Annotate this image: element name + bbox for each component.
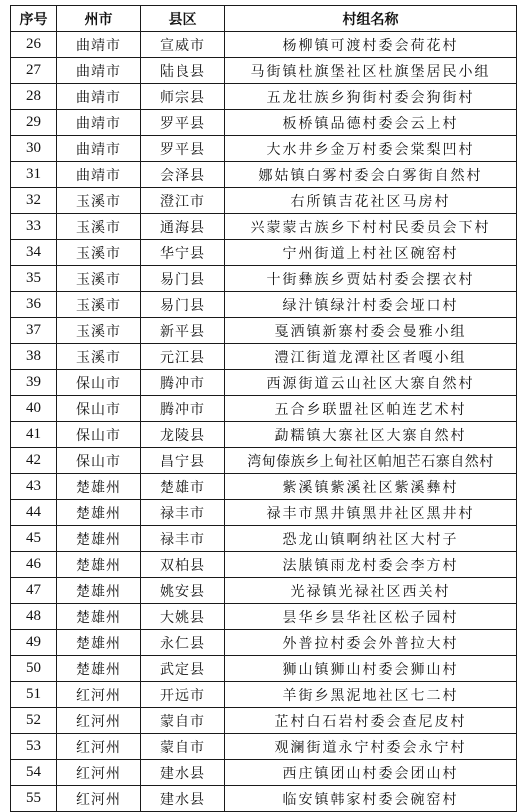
table-row — [11, 578, 517, 604]
cell-prefecture: 楚雄州 — [57, 630, 141, 656]
cell-county: 腾冲市 — [141, 370, 225, 396]
table-row — [11, 318, 517, 344]
cell-county: 易门县 — [141, 292, 225, 318]
cell-village-name: 杨柳镇可渡村委会荷花村 — [225, 32, 517, 58]
cell-prefecture: 玉溪市 — [57, 240, 141, 266]
cell-prefecture: 红河州 — [57, 760, 141, 786]
cell-serial-number: 53 — [11, 734, 57, 760]
cell-village-name: 绿汁镇绿汁村委会垭口村 — [225, 292, 517, 318]
cell-village-name: 西庄镇团山村委会团山村 — [225, 760, 517, 786]
cell-prefecture: 玉溪市 — [57, 214, 141, 240]
table-row — [11, 760, 517, 786]
cell-prefecture: 楚雄州 — [57, 604, 141, 630]
cell-serial-number: 35 — [11, 266, 57, 292]
table-row — [11, 84, 517, 110]
table-row — [11, 526, 517, 552]
cell-county: 师宗县 — [141, 84, 225, 110]
cell-county: 建水县 — [141, 786, 225, 812]
cell-county: 新平县 — [141, 318, 225, 344]
cell-serial-number: 28 — [11, 84, 57, 110]
cell-county: 罗平县 — [141, 110, 225, 136]
cell-county: 通海县 — [141, 214, 225, 240]
cell-serial-number: 51 — [11, 682, 57, 708]
cell-serial-number: 41 — [11, 422, 57, 448]
header-county: 县区 — [141, 6, 225, 32]
table-body — [11, 32, 517, 812]
cell-prefecture: 玉溪市 — [57, 292, 141, 318]
cell-village-name: 西源街道云山社区大寨自然村 — [225, 370, 517, 396]
village-list-table-container — [10, 5, 516, 812]
table-row — [11, 110, 517, 136]
cell-village-name: 澧江街道龙潭社区者嘎小组 — [225, 344, 517, 370]
cell-county: 蒙自市 — [141, 734, 225, 760]
cell-prefecture: 玉溪市 — [57, 318, 141, 344]
cell-village-name: 芷村白石岩村委会查尼皮村 — [225, 708, 517, 734]
table-row — [11, 292, 517, 318]
cell-prefecture: 楚雄州 — [57, 578, 141, 604]
table-row — [11, 552, 517, 578]
table-row — [11, 604, 517, 630]
table-row — [11, 136, 517, 162]
cell-village-name: 外普拉村委会外普拉大村 — [225, 630, 517, 656]
table-row — [11, 370, 517, 396]
table-row — [11, 656, 517, 682]
cell-village-name: 禄丰市黑井镇黑井社区黑井村 — [225, 500, 517, 526]
cell-village-name: 十街彝族乡贾姑村委会摆衣村 — [225, 266, 517, 292]
table-row — [11, 734, 517, 760]
cell-county: 陆良县 — [141, 58, 225, 84]
table-row — [11, 708, 517, 734]
table-row — [11, 396, 517, 422]
cell-serial-number: 50 — [11, 656, 57, 682]
cell-serial-number: 33 — [11, 214, 57, 240]
table-row — [11, 32, 517, 58]
header-row — [11, 6, 517, 32]
cell-serial-number: 32 — [11, 188, 57, 214]
cell-village-name: 马街镇杜旗堡社区杜旗堡居民小组 — [225, 58, 517, 84]
cell-prefecture: 曲靖市 — [57, 162, 141, 188]
cell-county: 宣威市 — [141, 32, 225, 58]
cell-county: 开远市 — [141, 682, 225, 708]
cell-serial-number: 29 — [11, 110, 57, 136]
cell-prefecture: 玉溪市 — [57, 188, 141, 214]
cell-county: 元江县 — [141, 344, 225, 370]
cell-village-name: 湾甸傣族乡上甸社区帕旭芒石寨自然村 — [225, 448, 517, 474]
cell-serial-number: 31 — [11, 162, 57, 188]
table-row — [11, 214, 517, 240]
cell-prefecture: 曲靖市 — [57, 110, 141, 136]
cell-prefecture: 玉溪市 — [57, 344, 141, 370]
table-row — [11, 162, 517, 188]
cell-serial-number: 49 — [11, 630, 57, 656]
table-row — [11, 240, 517, 266]
cell-village-name: 恐龙山镇啊纳社区大村子 — [225, 526, 517, 552]
table-row — [11, 682, 517, 708]
cell-prefecture: 保山市 — [57, 396, 141, 422]
cell-prefecture: 保山市 — [57, 422, 141, 448]
cell-village-name: 五合乡联盟社区帕连艺术村 — [225, 396, 517, 422]
table-row — [11, 630, 517, 656]
cell-county: 澄江市 — [141, 188, 225, 214]
cell-county: 禄丰市 — [141, 500, 225, 526]
table-row — [11, 474, 517, 500]
cell-prefecture: 楚雄州 — [57, 656, 141, 682]
cell-village-name: 临安镇韩家村委会碗窑村 — [225, 786, 517, 812]
cell-village-name: 戛洒镇新寨村委会曼雅小组 — [225, 318, 517, 344]
cell-county: 楚雄市 — [141, 474, 225, 500]
cell-village-name: 娜姑镇白雾村委会白雾街自然村 — [225, 162, 517, 188]
table-row — [11, 58, 517, 84]
cell-county: 姚安县 — [141, 578, 225, 604]
cell-serial-number: 38 — [11, 344, 57, 370]
header-prefecture: 州市 — [57, 6, 141, 32]
table-row — [11, 266, 517, 292]
cell-county: 大姚县 — [141, 604, 225, 630]
table-row — [11, 786, 517, 812]
cell-prefecture: 红河州 — [57, 734, 141, 760]
table-row — [11, 448, 517, 474]
cell-prefecture: 玉溪市 — [57, 266, 141, 292]
table-row — [11, 344, 517, 370]
cell-village-name: 观澜街道永宁村委会永宁村 — [225, 734, 517, 760]
cell-county: 蒙自市 — [141, 708, 225, 734]
cell-serial-number: 48 — [11, 604, 57, 630]
cell-serial-number: 43 — [11, 474, 57, 500]
cell-county: 双柏县 — [141, 552, 225, 578]
cell-serial-number: 54 — [11, 760, 57, 786]
cell-county: 龙陵县 — [141, 422, 225, 448]
cell-county: 华宁县 — [141, 240, 225, 266]
cell-county: 会泽县 — [141, 162, 225, 188]
cell-serial-number: 30 — [11, 136, 57, 162]
cell-county: 武定县 — [141, 656, 225, 682]
cell-village-name: 板桥镇品德村委会云上村 — [225, 110, 517, 136]
cell-serial-number: 47 — [11, 578, 57, 604]
table-header — [11, 6, 517, 32]
cell-serial-number: 37 — [11, 318, 57, 344]
cell-county: 罗平县 — [141, 136, 225, 162]
cell-county: 腾冲市 — [141, 396, 225, 422]
cell-county: 建水县 — [141, 760, 225, 786]
cell-serial-number: 52 — [11, 708, 57, 734]
cell-county: 禄丰市 — [141, 526, 225, 552]
village-list-table — [10, 5, 517, 812]
cell-serial-number: 44 — [11, 500, 57, 526]
cell-village-name: 勐糯镇大寨社区大寨自然村 — [225, 422, 517, 448]
cell-serial-number: 42 — [11, 448, 57, 474]
cell-prefecture: 曲靖市 — [57, 58, 141, 84]
cell-prefecture: 保山市 — [57, 370, 141, 396]
cell-prefecture: 红河州 — [57, 682, 141, 708]
cell-village-name: 紫溪镇紫溪社区紫溪彝村 — [225, 474, 517, 500]
cell-village-name: 大水井乡金万村委会棠梨凹村 — [225, 136, 517, 162]
table-row — [11, 422, 517, 448]
cell-prefecture: 红河州 — [57, 786, 141, 812]
table-row — [11, 188, 517, 214]
cell-county: 易门县 — [141, 266, 225, 292]
cell-village-name: 法脿镇雨龙村委会李方村 — [225, 552, 517, 578]
table-row — [11, 500, 517, 526]
cell-serial-number: 46 — [11, 552, 57, 578]
cell-village-name: 狮山镇狮山村委会狮山村 — [225, 656, 517, 682]
cell-county: 昌宁县 — [141, 448, 225, 474]
cell-prefecture: 红河州 — [57, 708, 141, 734]
cell-serial-number: 39 — [11, 370, 57, 396]
cell-prefecture: 楚雄州 — [57, 474, 141, 500]
cell-county: 永仁县 — [141, 630, 225, 656]
cell-village-name: 宁州街道上村社区碗窑村 — [225, 240, 517, 266]
header-serial-number: 序号 — [11, 6, 57, 32]
cell-village-name: 羊街乡黑泥地社区七二村 — [225, 682, 517, 708]
cell-prefecture: 楚雄州 — [57, 500, 141, 526]
cell-serial-number: 34 — [11, 240, 57, 266]
cell-village-name: 兴蒙蒙古族乡下村村民委员会下村 — [225, 214, 517, 240]
cell-serial-number: 55 — [11, 786, 57, 812]
cell-village-name: 五龙壮族乡狗街村委会狗街村 — [225, 84, 517, 110]
cell-prefecture: 楚雄州 — [57, 526, 141, 552]
cell-village-name: 光禄镇光禄社区西关村 — [225, 578, 517, 604]
cell-serial-number: 40 — [11, 396, 57, 422]
header-village-name: 村组名称 — [225, 6, 517, 32]
cell-serial-number: 26 — [11, 32, 57, 58]
cell-prefecture: 曲靖市 — [57, 84, 141, 110]
cell-prefecture: 曲靖市 — [57, 32, 141, 58]
cell-prefecture: 楚雄州 — [57, 552, 141, 578]
cell-prefecture: 曲靖市 — [57, 136, 141, 162]
cell-serial-number: 36 — [11, 292, 57, 318]
cell-village-name: 右所镇吉花社区马房村 — [225, 188, 517, 214]
cell-prefecture: 保山市 — [57, 448, 141, 474]
cell-serial-number: 45 — [11, 526, 57, 552]
cell-village-name: 昙华乡昙华社区松子园村 — [225, 604, 517, 630]
cell-serial-number: 27 — [11, 58, 57, 84]
